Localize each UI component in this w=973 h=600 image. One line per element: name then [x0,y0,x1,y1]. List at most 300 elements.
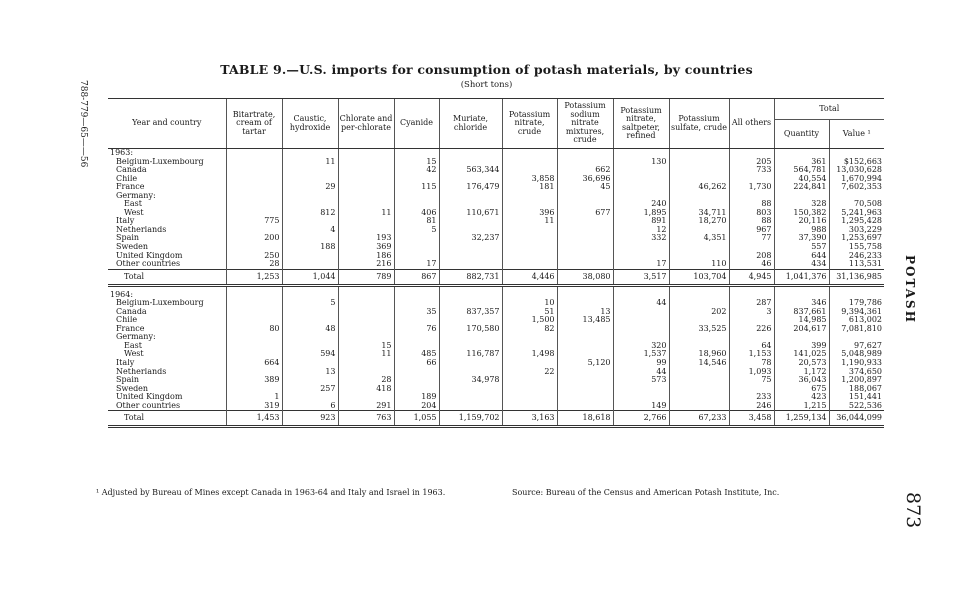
table-cell [669,158,729,167]
table-cell: 29 [282,183,338,192]
table-cell: 594 [282,350,338,359]
header-k-sulfate: Potassium sulfate, crude [669,99,729,149]
table-cell: 396 [502,209,557,218]
table-cell [774,192,829,201]
table-cell [394,385,439,394]
table-cell [502,243,557,252]
table-row [108,376,884,385]
total-row [108,269,884,285]
table-cell: 9,394,361 [829,308,884,317]
table-cell: 803 [729,209,774,218]
table-cell: 67,233 [669,411,729,427]
table-cell [282,260,338,269]
table-cell [226,316,282,325]
table-cell [557,342,613,351]
table-cell: 37,390 [774,234,829,243]
table-cell: 77 [729,234,774,243]
table-cell: 675 [774,385,829,394]
table-cell: 226 [729,325,774,334]
table-cell [729,149,774,158]
table-cell [502,376,557,385]
table-cell: 18,960 [669,350,729,359]
table-cell [829,192,884,201]
table-cell [502,402,557,411]
table-cell: 204,617 [774,325,829,334]
table-cell: 113,531 [829,260,884,269]
table-cell: 733 [729,166,774,175]
row-label: Canada [116,166,147,175]
table-cell [729,385,774,394]
table-cell: 150,382 [774,209,829,218]
table-cell [613,175,669,184]
table-cell: 1,253 [226,269,282,285]
table-cell: 36,696 [557,175,613,184]
table-cell [502,359,557,368]
table-cell [226,166,282,175]
table-cell: 20,573 [774,359,829,368]
row-label: Other countries [116,401,181,410]
table-cell: 28 [338,376,394,385]
table-cell [613,333,669,342]
table-cell [557,252,613,261]
row-label: Canada [116,307,147,316]
table-cell: 88 [729,200,774,209]
header-muriate: Muriate, chloride [439,99,502,149]
row-label: Total [108,269,226,285]
table-cell: 303,229 [829,226,884,235]
table-cell: 75 [729,376,774,385]
table-cell: 14,546 [669,359,729,368]
row-label: United Kingdom [116,393,183,402]
table-cell: 35 [394,308,439,317]
table-cell [282,252,338,261]
table-cell [613,183,669,192]
table-cell [439,260,502,269]
table-cell [338,192,394,201]
table-cell: 1,453 [226,411,282,427]
table-cell: 78 [729,359,774,368]
table-cell: 115 [394,183,439,192]
table-cell [502,166,557,175]
table-cell: 13,485 [557,316,613,325]
table-cell: 346 [774,299,829,308]
table-cell [338,316,394,325]
table-cell [557,260,613,269]
row-label: Italy [116,217,135,226]
table-cell: 361 [774,158,829,167]
table-row [108,158,884,167]
table-cell: 287 [729,299,774,308]
table-cell [282,175,338,184]
table-cell: 66 [394,359,439,368]
table-cell: 46,262 [669,183,729,192]
table-cell: 155,758 [829,243,884,252]
row-label: Belgium-Luxembourg [116,157,204,166]
table-cell [669,200,729,209]
table-cell [338,308,394,317]
header-year-country: Year and country [108,99,226,149]
table-cell [226,350,282,359]
table-cell: 557 [774,243,829,252]
table-cell [557,234,613,243]
source-note: Source: Bureau of the Census and American Potash Institute, Inc. [512,488,780,497]
table-row [108,200,884,209]
table-cell: 6 [282,402,338,411]
table-cell [669,149,729,158]
table-cell: 17 [613,260,669,269]
table-row [108,299,884,308]
table-cell: 319 [226,402,282,411]
table-cell: 45 [557,183,613,192]
table-cell: 328 [774,200,829,209]
table-cell [669,291,729,300]
table-cell: 662 [557,166,613,175]
row-label: Other countries [116,260,181,269]
table-cell: 36,044,099 [829,411,884,427]
table-row [108,226,884,235]
table-cell [338,368,394,377]
table-cell: 485 [394,350,439,359]
table-cell [226,149,282,158]
table-cell [669,376,729,385]
table-cell [502,234,557,243]
header-total: Total [774,99,884,120]
table-cell [439,200,502,209]
table-cell [557,158,613,167]
table-cell: 837,661 [774,308,829,317]
table-row [108,333,884,342]
table-cell: 13 [557,308,613,317]
table-cell: 76 [394,325,439,334]
table-cell: 31,136,985 [829,269,884,285]
row-label: Sweden [116,384,149,393]
table-cell: 677 [557,209,613,218]
table-cell [557,385,613,394]
table-cell: 1,500 [502,316,557,325]
table-cell: 28 [226,260,282,269]
table-cell [557,368,613,377]
table-cell [338,325,394,334]
table-cell: 250 [226,252,282,261]
table-cell [439,368,502,377]
table-cell [338,393,394,402]
table-cell: 5 [394,226,439,235]
header-all-others: All others [729,99,774,149]
table-cell [439,192,502,201]
table-cell [613,252,669,261]
table-cell [502,158,557,167]
table-cell: 189 [394,393,439,402]
table-cell: 563,344 [439,166,502,175]
table-cell: 4 [282,226,338,235]
header-k-sodium: Potassium sodium nitrate mixtures, crude [557,99,613,149]
row-label: France [116,183,145,192]
table-cell: 10 [502,299,557,308]
table-cell [226,333,282,342]
table-cell: 224,841 [774,183,829,192]
table-cell [226,226,282,235]
table-cell [557,376,613,385]
table-cell: 176,479 [439,183,502,192]
table-cell [282,200,338,209]
table-cell [557,149,613,158]
table-cell: 11 [282,158,338,167]
table-cell [669,393,729,402]
table-cell: 573 [613,376,669,385]
table-cell: 200 [226,234,282,243]
table-cell [394,234,439,243]
table-cell: 1,498 [502,350,557,359]
table-cell [557,299,613,308]
table-cell [669,333,729,342]
table-cell [282,149,338,158]
table-cell [338,291,394,300]
table-cell: 12 [613,226,669,235]
table-cell: 188,067 [829,385,884,394]
table-cell: 130 [613,158,669,167]
table-cell [669,166,729,175]
row-label: Germany: [116,191,156,200]
table-cell [613,385,669,394]
table-cell [729,192,774,201]
table-cell [557,393,613,402]
table-cell [394,316,439,325]
table-cell: 149 [613,402,669,411]
table-cell [226,209,282,218]
table-cell: $152,663 [829,158,884,167]
table-cell [226,183,282,192]
table-cell [613,291,669,300]
table-cell: 4,351 [669,234,729,243]
table-cell: 11 [338,209,394,218]
table-cell [557,350,613,359]
table-cell: 99 [613,359,669,368]
table-cell: 4,945 [729,269,774,285]
table-cell [226,291,282,300]
table-cell: 141,025 [774,350,829,359]
table-body [108,149,884,427]
table-cell: 320 [613,342,669,351]
table-cell [829,333,884,342]
table-cell [502,192,557,201]
table-cell: 1,253,697 [829,234,884,243]
table-cell: 644 [774,252,829,261]
table-cell: 1,259,134 [774,411,829,427]
table-cell: 11 [338,350,394,359]
table-cell [394,252,439,261]
table-cell: 64 [729,342,774,351]
table-cell [226,243,282,252]
table-cell [394,342,439,351]
table-cell [557,200,613,209]
table-cell [669,243,729,252]
table-cell: 46 [729,260,774,269]
table-cell: 564,781 [774,166,829,175]
row-label: United Kingdom [116,251,183,260]
table-cell [502,149,557,158]
table-cell [338,217,394,226]
table-cell [502,385,557,394]
table-cell: 1,172 [774,368,829,377]
table-cell [502,342,557,351]
table-cell: 1,153 [729,350,774,359]
table-cell [502,333,557,342]
table-cell: 763 [338,411,394,427]
header-chlorate: Chlorate and per-chlorate [338,99,394,149]
table-cell [557,291,613,300]
table-row [108,260,884,269]
table-cell [439,402,502,411]
table-cell [557,192,613,201]
table-cell: 2,766 [613,411,669,427]
table-cell [669,316,729,325]
table-cell [338,226,394,235]
table-cell: 80 [226,325,282,334]
table-row [108,243,884,252]
table-cell [394,299,439,308]
table-cell: 110 [669,260,729,269]
table-cell [282,376,338,385]
table-cell: 1,215 [774,402,829,411]
table-cell [669,368,729,377]
year-row [108,149,884,158]
table-cell [394,200,439,209]
table-cell: 246,233 [829,252,884,261]
table-cell [439,359,502,368]
header-row [108,99,884,120]
table-cell [557,226,613,235]
table-cell [226,299,282,308]
table-cell: 775 [226,217,282,226]
table-row [108,175,884,184]
table-cell [282,342,338,351]
table-cell: 181 [502,183,557,192]
table-cell [282,291,338,300]
table-cell: 3,517 [613,269,669,285]
table-cell: 1,055 [394,411,439,427]
table-cell: 1,093 [729,368,774,377]
page-number: 873 [902,492,924,529]
table-cell [394,192,439,201]
table-cell: 38,080 [557,269,613,285]
table-cell: 22 [502,368,557,377]
table-cell [669,385,729,394]
table-cell: 389 [226,376,282,385]
table-cell: 151,441 [829,393,884,402]
imports-table [108,98,884,428]
table-cell [439,299,502,308]
table-cell: 891 [613,217,669,226]
table-cell: 18,618 [557,411,613,427]
table-row [108,308,884,317]
table-cell: 205 [729,158,774,167]
table-cell [439,316,502,325]
header-caustic: Caustic, hydroxide [282,99,338,149]
table-cell [439,149,502,158]
table-cell [439,158,502,167]
table-row [108,385,884,394]
table-row [108,209,884,218]
total-row [108,411,884,427]
table-cell: 34,711 [669,209,729,218]
table-cell: 967 [729,226,774,235]
table-cell [502,291,557,300]
table-cell: 36,043 [774,376,829,385]
table-cell [394,243,439,252]
table-cell: 3 [729,308,774,317]
table-cell [282,234,338,243]
table-row [108,217,884,226]
table-cell: 1,044 [282,269,338,285]
table-cell: 34,978 [439,376,502,385]
table-cell [338,200,394,209]
table-cell: 11 [502,217,557,226]
table-cell: 399 [774,342,829,351]
table-cell: 14,985 [774,316,829,325]
table-cell: 13,030,628 [829,166,884,175]
table-cell [613,325,669,334]
table-cell: 406 [394,209,439,218]
table-row [108,166,884,175]
table-cell [669,226,729,235]
table-cell: 13 [282,368,338,377]
table-cell: 208 [729,252,774,261]
table-cell: 216 [338,260,394,269]
table-cell: 193 [338,234,394,243]
table-cell: 204 [394,402,439,411]
table-cell: 867 [394,269,439,285]
table-cell: 186 [338,252,394,261]
table-cell [557,333,613,342]
table-cell [394,291,439,300]
table-cell: 32,237 [439,234,502,243]
table-cell [502,226,557,235]
row-label: West [124,208,144,217]
table-cell: 246 [729,402,774,411]
row-label: Chile [116,316,138,325]
table-cell [282,166,338,175]
side-print-code: 788-779—65——56 [78,80,88,168]
table-cell: 291 [338,402,394,411]
table-cell [557,402,613,411]
table-cell: 923 [282,411,338,427]
row-label: Netherlands [116,225,167,234]
table-cell [394,368,439,377]
table-cell: 423 [774,393,829,402]
table-cell [729,333,774,342]
table-cell [613,308,669,317]
table-cell: 48 [282,325,338,334]
table-cell: 1 [226,393,282,402]
table-cell: 522,536 [829,402,884,411]
header-bitartrate: Bitartrate, cream of tartar [226,99,282,149]
header-cyanide: Cyanide [394,99,439,149]
table-row [108,350,884,359]
table-cell [729,291,774,300]
table-cell: 5,120 [557,359,613,368]
row-label: East [124,200,142,209]
table-row [108,325,884,334]
table-cell [669,175,729,184]
table-cell [439,175,502,184]
table-cell [613,316,669,325]
table-cell: 7,081,810 [829,325,884,334]
table-cell [282,308,338,317]
table-cell: 5,048,989 [829,350,884,359]
table-cell: 1,670,994 [829,175,884,184]
table-cell [502,200,557,209]
table-cell [338,175,394,184]
